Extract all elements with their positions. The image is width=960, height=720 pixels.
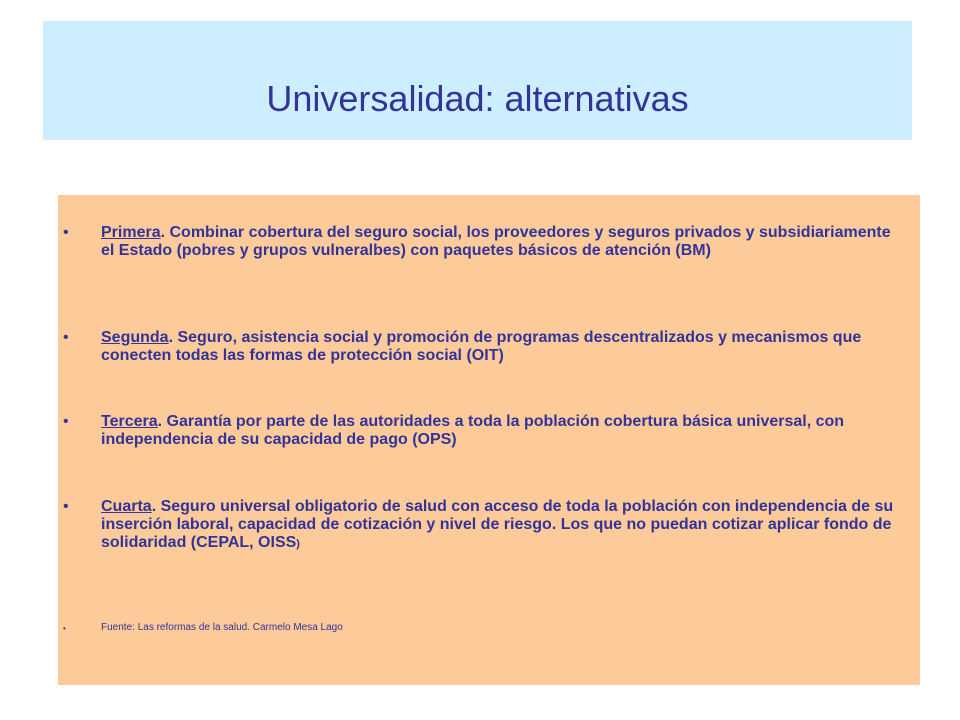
bullet-icon: • (63, 498, 69, 515)
list-item-text (101, 413, 900, 449)
slide-title: Universalidad: alternativas (266, 78, 689, 119)
bullet-icon: • (63, 329, 69, 346)
bullet-icon: • (63, 624, 66, 633)
item-tail: ) (296, 538, 300, 550)
item-lead: Primera (101, 224, 161, 241)
list-item-text (101, 498, 900, 553)
list-item-text (101, 329, 900, 365)
title-banner (43, 21, 912, 140)
item-body: . Seguro universal obligatorio de salud con acceso de toda la población con independencia de su inserción laboral, capacidad de cotización y nivel de riesgo. Los que no puedan cotizar aplicar fondo de solidaridad (CEPAL, OISS (101, 498, 894, 551)
item-lead: Tercera (101, 413, 158, 430)
item-lead: Cuarta (101, 498, 152, 515)
item-body: . Seguro, asistencia social y promoción de programas descentralizados y mecanismos que conecten todas las formas de protección social (OIT) (101, 329, 862, 364)
item-body: . Garantía por parte de las autoridades a toda la población cobertura básica universal, con independencia de su capacidad de pago (OPS) (101, 413, 845, 448)
list-item-text (101, 224, 900, 260)
bullet-icon: • (63, 413, 69, 430)
item-lead: Segunda (101, 329, 169, 346)
bullet-icon: • (63, 224, 69, 241)
content-panel (58, 195, 920, 685)
item-body: . Combinar cobertura del seguro social, los proveedores y seguros privados y subsidiariamente el Estado (pobres y grupos vulneralbes) con paquetes básicos de atención (BM) (101, 224, 891, 259)
source-text: Fuente: Las reformas de la salud. Carmelo Mesa Lago (101, 622, 343, 633)
